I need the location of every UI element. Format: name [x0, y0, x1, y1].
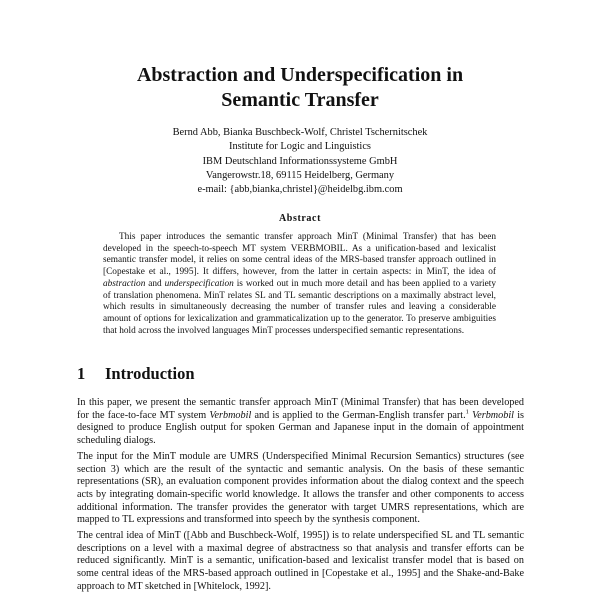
- paragraph-2: The input for the MinT module are UMRS (Underspecified Minimal Recursion Semantics) structures (see section 3) which are the result of the syntactic and semantic analysis. On the basis of these semantic representations (SR), an evaluation component provides information about the dialog context and the speech acts by integrating domain-specific world knowledge. It allows the transfer and other components to access additional information. The transfer provides the generator with target UMRS representations, which are mapped to TL expressions and transformed into speech by the synthesis component.: [77, 450, 524, 526]
- footnote-marker: 1: [465, 408, 469, 416]
- section-title: Introduction: [105, 364, 195, 383]
- abstract-heading: Abstract: [278, 213, 321, 224]
- verbmobil-smallcaps: VERBMOBIL: [290, 243, 346, 254]
- paper-title: [60, 63, 540, 113]
- author-institute: Institute for Logic and Linguistics: [229, 141, 371, 153]
- author-block: [80, 126, 520, 197]
- section-heading: [77, 364, 195, 384]
- author-company: IBM Deutschland Informationssysteme GmbH: [202, 155, 398, 167]
- author-email: e-mail: {abb,bianka,christel}@heidelbg.ibm.com: [197, 184, 403, 196]
- body-text: [77, 397, 524, 597]
- section-number: 1: [77, 364, 86, 383]
- underspecification-term: underspecification: [164, 278, 234, 289]
- author-address: Vangerowstr.18, 69115 Heidelberg, Germany: [205, 169, 395, 181]
- abstraction-term: abstraction: [103, 278, 146, 289]
- abstract-text: This paper introduces the semantic transfer approach MinT (Minimal Transfer) that has been developed in the speech-to-speech MT system VERBMOBIL. As a unification-based and lexicalist semantic transfer model, it relies on some central ideas of the MRS-based transfer approach outlined in [Copestake et al., 1995]. It differs, however, from the latter in certain aspects: in MinT, the idea of abstraction and underspecification is worked out in much more detail and has been applied to a variety of translation phenomena. MinT relates SL and TL semantic descriptions on a maximally abstract level, which results in simultaneously decreasing the number of transfer rules and leaving a considerable amount of options for lexicalization and grammaticalization up to the generator. To preserve ambiguities that hold across the involved languages MinT processes underspecified semantic representations.: [103, 232, 497, 336]
- author-names: Bernd Abb, Bianka Buschbeck-Wolf, Christel Tschernitschek: [172, 127, 428, 138]
- title-line-2: Semantic Transfer: [221, 89, 379, 111]
- paragraph-3: The central idea of MinT ([Abb and Buschbeck-Wolf, 1995]) is to relate underspecified SL and TL semantic descriptions on a level with a maximal degree of abstractness so that analysis and transfer efforts can be reduced significantly. MinT is a semantic, unification-based and lexicalist transfer model that is based on some central ideas of the MRS-based approach outlined in [Copestake et al., 1995] and the Shake-and-Bake approach to MT sketched in [Whitelock, 1992].: [77, 530, 524, 592]
- paragraph-1: In this paper, we present the semantic transfer approach MinT (Minimal Transfer) that has been developed for the face-to-face MT system Verbmobil and is applied to the German-English transfer part.$^1$ Verbmobil is designed to produce English output for spoken German and Japanese input in the domain of appointment scheduling dialogs.: [77, 397, 525, 447]
- title-line-1: Abstraction and Underspecification in: [136, 64, 464, 86]
